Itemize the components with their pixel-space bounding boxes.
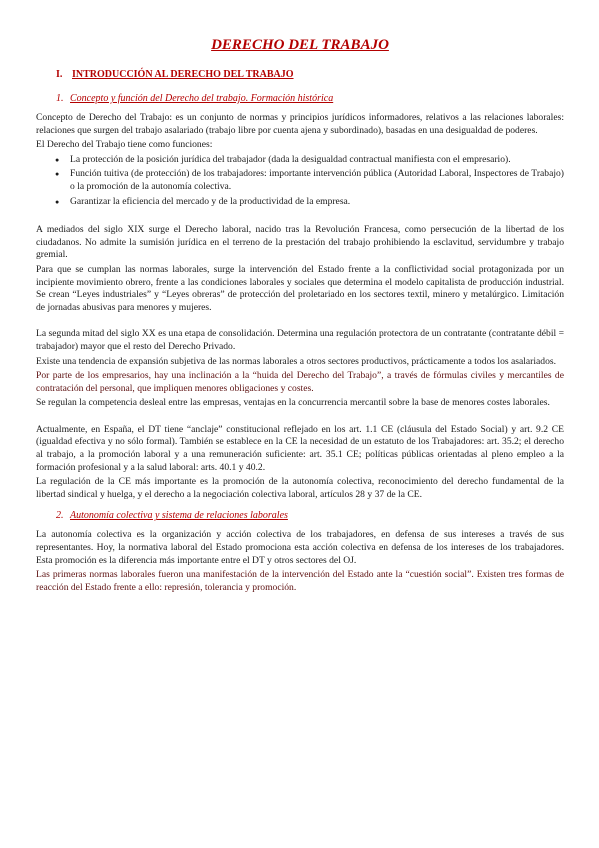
paragraph-siglo-xix: A mediados del siglo XIX surge el Derecho laboral, nacido tras la Revolución Francesa, como persecución de la libertad de los ciudadanos. No admite la sumisión jurídica en el terreno de la prestación del trabajo prohibiendo la esclavitud, servidumbre y trabajo gremial. <box>36 224 564 261</box>
section-title: INTRODUCCIÓN AL DERECHO DEL TRABAJO <box>72 69 294 80</box>
funciones-list <box>36 154 564 208</box>
subsection-number: 2. <box>56 510 64 522</box>
paragraph-anclaje-constitucional: Actualmente, en España, el DT tiene “anclaje” constitucional reflejado en los art. 1.1 CE (cláusula del Estado Social) y art. 9.2 CE (igualdad efectiva y no sólo formal). También se establece en la CE la necesidad de un estatuto de los Trabajadores: art. 35.2; el derecho al trabajo, a la promoción laboral y a una remuneración suficiente: art. 35.1 CE; políticas públicas orientadas al pleno empleo a la formación profesional y a la salud laboral: arts. 40.1 y 40.2. <box>36 423 564 473</box>
paragraph-expansion: Existe una tendencia de expansión subjetiva de las normas laborales a otros sectores productivos, prácticamente a todos los asalariados. <box>36 355 557 367</box>
paragraph-autonomia-colectiva: La autonomía colectiva es la organización y acción colectiva de los trabajadores, en defensa de sus intereses a través de sus representantes. Hoy, la normativa laboral del Estado promociona esta acción colectiva en defensa de los intereses de los trabajadores. Esta promoción es la diferencia más importante entre el DT y otros sectores del OJ. <box>36 529 564 566</box>
subsection-number: 1. <box>56 93 64 104</box>
list-item: ● Función tuitiva (de protección) de los trabajadores: importante intervención pública (Autoridad Laboral, Inspectores de Trabajo) o la promoción de la autonomía colectiva. <box>70 168 564 193</box>
paragraph-huida: Por parte de los empresarios, hay una inclinación a la “huida del Derecho del Trabajo”, a través de fórmulas civiles y mercantiles de contratación del personal, que impliquen menores obligaciones y costes. <box>36 370 564 394</box>
paragraph-primeras-normas: Las primeras normas laborales fueron una manifestación de la intervención del Estado ante la “cuestión social”. Existen tres formas de reacción del Estado frente a ello: represión, tolerancia y promoción. <box>36 569 564 593</box>
paragraph-competencia: Se regulan la competencia desleal entre las empresas, ventajas en la concurrencia mercantil sobre la base de menores costes laborales. <box>36 397 550 409</box>
paragraph-funciones-intro: El Derecho del Trabajo tiene como funciones: <box>36 139 213 151</box>
paragraph-concepto: Concepto de Derecho del Trabajo: es un conjunto de normas y principios jurídicos informadores, relativos a las relaciones laborales: relaciones que surgen del trabajo asalariado (trabajo libre por cuenta ajena y subordinado), basadas en una desigualdad de poderes. <box>36 112 564 136</box>
list-item: ● La protección de la posición jurídica del trabajador (dada la desigualdad contractual manifiesta con el empresario). <box>70 154 564 167</box>
subsection-heading-concepto <box>56 92 564 105</box>
subsection-title: Concepto y función del Derecho del trabajo. Formación histórica <box>70 93 334 104</box>
section-number: I. <box>56 69 63 80</box>
paragraph-siglo-xx: La segunda mitad del siglo XX es una etapa de consolidación. Determina una regulación protectora de un contratante (contratante débil = trabajador) mayor que el resto del Derecho Privado. <box>36 328 564 352</box>
document-title: DERECHO DEL TRABAJO <box>211 37 389 53</box>
list-item: ● Garantizar la eficiencia del mercado y de la productividad de la empresa. <box>70 196 564 209</box>
paragraph-regulacion-ce: La regulación de la CE más importante es la promoción de la autonomía colectiva, reconocimiento del derecho fundamental de la libertad sindical y huelga, y el derecho a la negociación colectiva laboral, artículos 28 y 37 de la CE. <box>36 476 564 500</box>
subsection-title: Autonomía colectiva y sistema de relaciones laborales <box>70 510 288 522</box>
subsection-heading-autonomia <box>56 509 564 522</box>
section-heading-introduccion <box>56 68 564 81</box>
paragraph-intervencion-estado: Para que se cumplan las normas laborales, surge la intervención del Estado frente a la conflictividad social protagonizada por un incipiente movimiento obrero, frente a las condiciones laborales y sociales que determina el modelo capitalista de producción industrial. Se crean “Leyes industriales” y “Leyes obreras” de protección del proletariado en los sectores textil, minero y metalúrgico. Limitación de jornadas abusivas para menores y mujeres. <box>36 263 564 313</box>
